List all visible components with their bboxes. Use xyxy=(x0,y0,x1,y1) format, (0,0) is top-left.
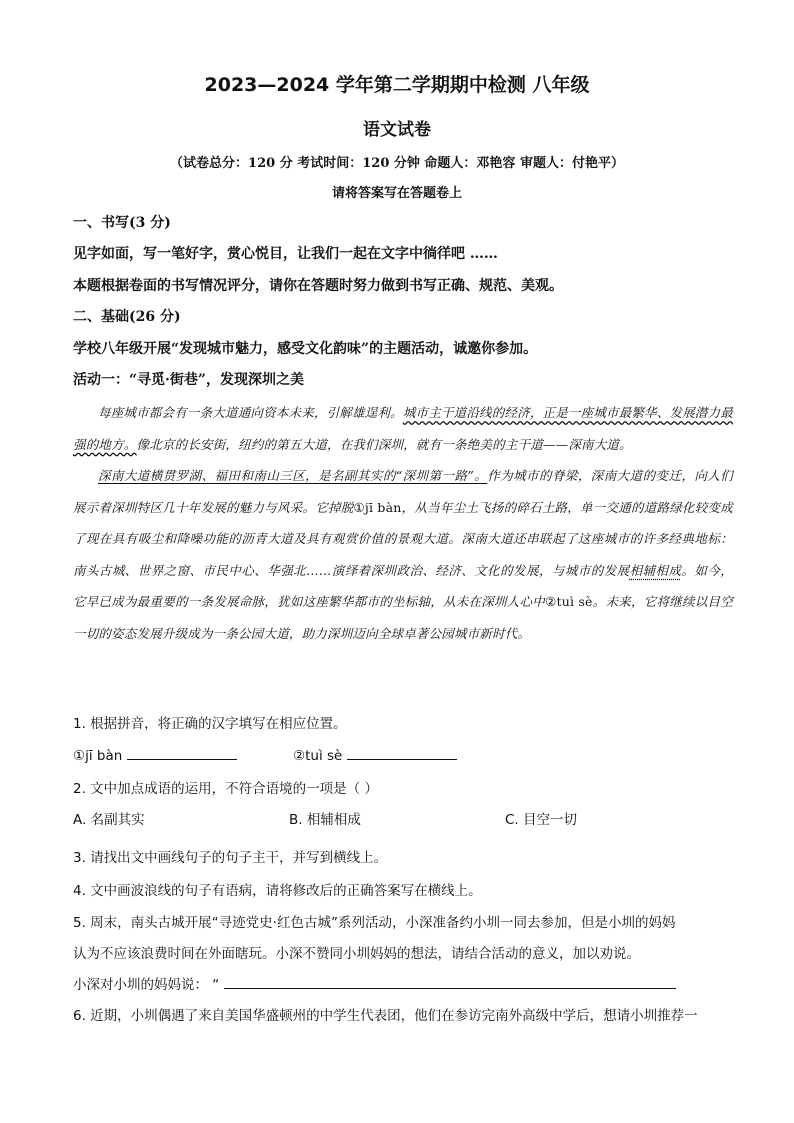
section1-line1: 见字如面，写一笔好字，赏心悦目，让我们一起在文字中徜徉吧 …… xyxy=(73,246,498,262)
question-5-line-2: 认为不应该浪费时间在外面瞎玩。小深不赞同小圳妈妈的想法，请结合活动的意义，加以劝说。 xyxy=(73,946,640,962)
passage-p2-text-c: 。如今，它早已成为最重要的一条发展命脉，犹如这座繁华都市的坐标轴，从未在深圳人心中 xyxy=(73,562,733,609)
question-2: 2. 文中加点成语的运用，不符合语境的一项是（ ） xyxy=(73,781,378,797)
section2-heading: 二、基础(26 分) xyxy=(73,309,181,325)
exam-subject: 语文试卷 xyxy=(363,120,431,140)
pinyin-blank-1: ①jī bàn xyxy=(353,499,402,515)
passage-paragraph-2 xyxy=(73,460,733,649)
q1-label-b: ②tuì sè xyxy=(293,748,343,764)
answer-notice: 请将答案写在答题卷上 xyxy=(331,186,462,201)
reading-passage xyxy=(73,397,733,649)
section2-intro: 学校八年级开展“发现城市魅力，感受文化韵味”的主题活动，诚邀你参加。 xyxy=(73,341,538,357)
question-3: 3. 请找出文中画线句子的句子主干，并写到横线上。 xyxy=(73,850,388,866)
passage-paragraph-1 xyxy=(73,397,733,460)
passage-p1-text-b: 像北京的长安街，纽约的第五大道，在我们深圳，就有一条绝美的主干道——深南大道。 xyxy=(136,436,632,452)
activity1-heading: 活动一：“寻觅·街巷”，发现深圳之美 xyxy=(73,372,304,388)
section1-line2: 本题根据卷面的书写情况评分，请你在答题时努力做到书写正确、规范、美观。 xyxy=(73,278,563,294)
passage-p2-text-d: 。未来，它将继续以目空一切的姿态发展升级成为一条公园大道，助力深圳迈向全球卓著公园城市新时代。 xyxy=(73,594,734,641)
section1-heading: 一、书写(3 分) xyxy=(73,215,171,231)
exam-info: （试卷总分：120 分 考试时间：120 分钟 命题人：邓艳容 审题人：付艳平） xyxy=(170,156,624,171)
dotted-idiom: 相辅相成 xyxy=(629,562,682,578)
q2-option-a[interactable]: A. 名副其实 xyxy=(73,812,145,828)
passage-p2-text-a: 作为城市的脊梁，深南大道的变迁，向人们展示着深圳特区几十年发展的魅力与风采。它掉脱 xyxy=(73,468,733,515)
q2-option-b[interactable]: B. 相辅相成 xyxy=(289,812,361,828)
question-6-line-1: 6. 近期，小圳偶遇了来自美国华盛顿州的中学生代表团，他们在参访完南外高级中学后，想请小圳推荐一 xyxy=(73,1008,698,1024)
question-5-line-1: 5. 周末，南头古城开展“寻迹党史·红色古城”系列活动，小深准备约小圳一同去参加，但是小圳的妈妈 xyxy=(73,915,676,931)
passage-p2-text-b: ，从当年尘土飞扬的碎石土路，单一交通的道路绿化较变成了现在具有吸尘和降噪功能的沥青大道及具有观赏价值的景观大道。深南大道还串联起了这座城市的许多经典地标：南头古城、世界之窗、市民中心、华强北……演绎着深圳政治、经济、文化的发展，与城市的发展 xyxy=(73,499,733,578)
passage-p1-text-a: 每座城市都会有一条大道通向资本未来，引解雄逞利。 xyxy=(98,405,403,420)
wavy-underlined-sentence: 城市主干道沿线的经济，正是一座城市最繁华、发展潜力最强的地方。 xyxy=(73,405,734,452)
q5-prompt: 小深对小圳的妈妈说： “ xyxy=(73,977,220,993)
q5-answer-blank[interactable] xyxy=(224,974,676,989)
q2-option-c[interactable]: C. 目空一切 xyxy=(505,812,578,828)
question-5-answer-line xyxy=(73,973,676,993)
q1-label-a: ①jī bàn xyxy=(73,748,123,764)
q1-blank-a[interactable] xyxy=(127,745,237,760)
question-4: 4. 文中画波浪线的句子有语病，请将修改后的正确答案写在横线上。 xyxy=(73,883,482,899)
question-1: 1. 根据拼音，将正确的汉字填写在相应位置。 xyxy=(73,716,347,732)
q1-answer-a xyxy=(73,745,237,764)
pinyin-blank-2: ②tuì sè xyxy=(545,594,593,609)
underlined-sentence: 深南大道横贯罗湖、福田和南山三区，是名副其实的“深圳第一路”。 xyxy=(98,468,488,483)
q1-blank-b[interactable] xyxy=(347,745,457,760)
q1-answer-b xyxy=(293,745,457,764)
exam-title: 2023—2024 学年第二学期期中检测 八年级 xyxy=(204,74,590,96)
